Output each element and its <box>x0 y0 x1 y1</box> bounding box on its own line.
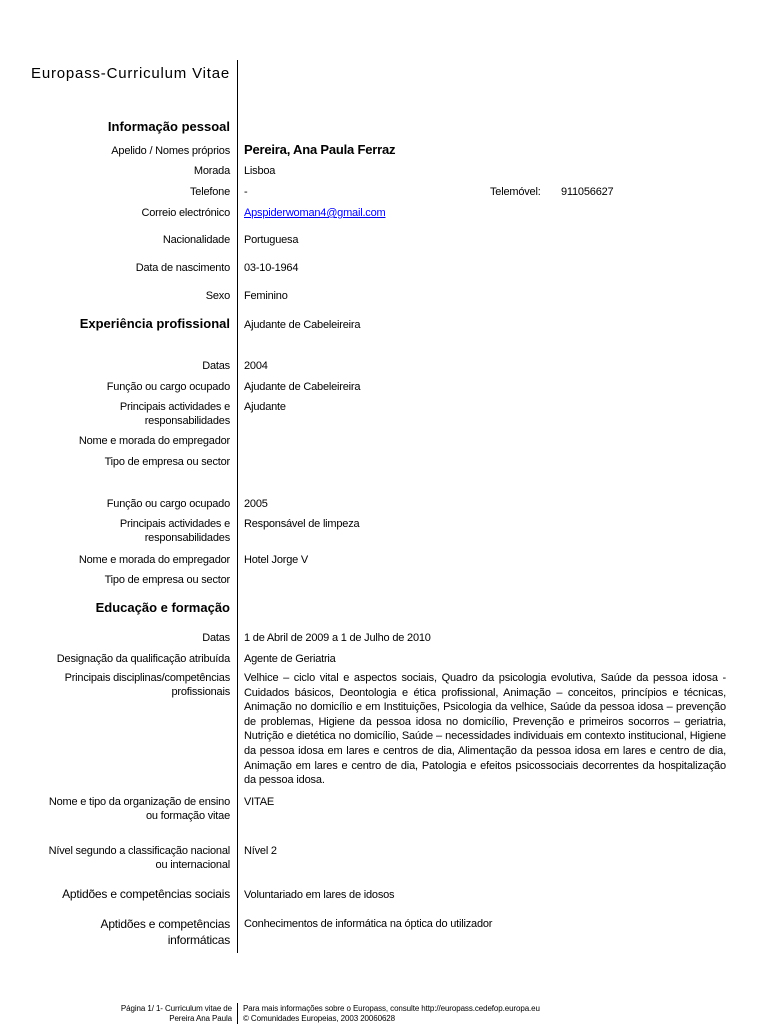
address-label: Morada <box>193 165 230 177</box>
job2-sector-label: Tipo de empresa ou sector <box>104 574 230 586</box>
social-skills-value: Voluntariado em lares de idosos <box>244 889 395 901</box>
job2-role-value: 2005 <box>244 498 268 510</box>
subjects-value: Velhice – ciclo vital e aspectos sociais, Quadro da psicologia evolutiva, Saúde da pessoa idosa - Cuidados básicos, Deontologia e ética profissional, Animação – conceitos, princípios e técnicas, Animação no domicílio e em Instituições, Psicologia da velhice, Saúde da pessoa idosa – prevenção de problemas, Higiene da pessoa idosa no domicílio, Prevenção e primeiros socorros – geriatria, Nutrição e dietética no domicílio, Saúde – necessidades individuais em contexto institucional, Higiene da pessoa idosa em lares e centros de dia, Alimentação da pessoa idosa em lares e centro de dia, Animação em lares e centro de dia, Patologia e efeitos psicossociais decorrentes da hospitalização da pessoa idosa. <box>244 672 726 787</box>
job1-activities-label-line1: Principais actividades e <box>119 401 230 413</box>
job2-activities-label-line1: Principais actividades e <box>119 518 230 530</box>
phone-label: Telefone <box>190 186 230 198</box>
section-heading-experience: Experiência profissional <box>79 316 230 331</box>
section-heading-education: Educação e formação <box>95 600 230 615</box>
footer-owner: Pereira Ana Paula <box>169 1014 232 1023</box>
footer-europass-info: Para mais informações sobre o Europass, consulte http://europass.cedefop.europa.eu <box>243 1004 540 1013</box>
email-label: Correio electrónico <box>141 207 230 219</box>
sex-value: Feminino <box>244 290 288 302</box>
organisation-label <box>49 795 230 823</box>
job1-dates-label: Datas <box>202 360 230 372</box>
job2-employer-value: Hotel Jorge V <box>244 554 309 566</box>
job2-activities-label-line2: responsabilidades <box>144 532 230 544</box>
job1-role-label: Função ou cargo ocupado <box>106 381 230 393</box>
job1-activities-label-line2: responsabilidades <box>144 415 230 427</box>
organisation-label-line2: ou formação vitae <box>145 810 230 822</box>
edu-dates-value: 1 de Abril de 2009 a 1 de Julho de 2010 <box>244 632 431 644</box>
experience-summary: Ajudante de Cabeleireira <box>244 319 361 331</box>
edu-dates-label: Datas <box>202 632 230 644</box>
column-divider <box>237 60 238 953</box>
nationality-label: Nacionalidade <box>162 234 230 246</box>
job2-activities-label <box>120 517 230 545</box>
name-value: Pereira, Ana Paula Ferraz <box>244 142 396 157</box>
it-skills-label <box>101 916 230 948</box>
qualification-label: Designação da qualificação atribuída <box>56 653 230 665</box>
it-skills-value: Conhecimentos de informática na óptica do utilizador <box>244 918 493 930</box>
level-label <box>49 844 230 872</box>
job2-employer-label: Nome e morada do empregador <box>78 554 230 566</box>
level-label-line2: ou internacional <box>155 859 230 871</box>
footer-right <box>243 1004 540 1024</box>
job1-dates-value: 2004 <box>244 360 268 372</box>
mobile-value: 911056627 <box>561 186 614 198</box>
footer-page-info: Página 1/ 1- Curriculum vitae de <box>120 1004 232 1013</box>
qualification-value: Agente de Geriatria <box>244 653 336 665</box>
phone-value: - <box>244 186 248 198</box>
email-link[interactable]: Apspiderwoman4@gmail.com <box>244 207 386 219</box>
level-label-line1: Nível segundo a classificação nacional <box>48 845 230 857</box>
it-skills-label-line1: Aptidões e competências <box>100 917 230 931</box>
organisation-label-line1: Nome e tipo da organização de ensino <box>48 796 230 808</box>
job1-activities-value: Ajudante <box>244 401 286 413</box>
job2-role-label: Função ou cargo ocupado <box>106 498 230 510</box>
address-value: Lisboa <box>244 165 276 177</box>
nationality-value: Portuguesa <box>244 234 299 246</box>
subjects-label-line1: Principais disciplinas/competências <box>64 672 230 684</box>
page-title: Europass-Curriculum Vitae <box>31 65 230 82</box>
it-skills-label-line2: informáticas <box>167 933 230 947</box>
level-value: Nível 2 <box>244 845 277 857</box>
sex-label: Sexo <box>205 290 230 302</box>
subjects-label-line2: profissionais <box>171 686 230 698</box>
job1-employer-label: Nome e morada do empregador <box>78 435 230 447</box>
mobile-label: Telemóvel: <box>490 186 541 198</box>
organisation-value: VITAE <box>244 796 274 808</box>
job1-sector-label: Tipo de empresa ou sector <box>104 456 230 468</box>
job1-activities-label <box>120 400 230 428</box>
footer-divider <box>237 1003 238 1024</box>
subjects-label <box>65 671 230 699</box>
section-heading-personal: Informação pessoal <box>107 119 230 134</box>
job2-activities-value: Responsável de limpeza <box>244 518 360 530</box>
birthdate-value: 03-10-1964 <box>244 262 299 274</box>
name-label: Apelido / Nomes próprios <box>111 145 230 157</box>
birthdate-label: Data de nascimento <box>135 262 230 274</box>
social-skills-label: Aptidões e competências sociais <box>62 887 230 901</box>
job1-role-value: Ajudante de Cabeleireira <box>244 381 361 393</box>
footer-copyright: © Comunidades Europeias, 2003 20060628 <box>243 1014 395 1023</box>
footer-left <box>121 1004 232 1024</box>
